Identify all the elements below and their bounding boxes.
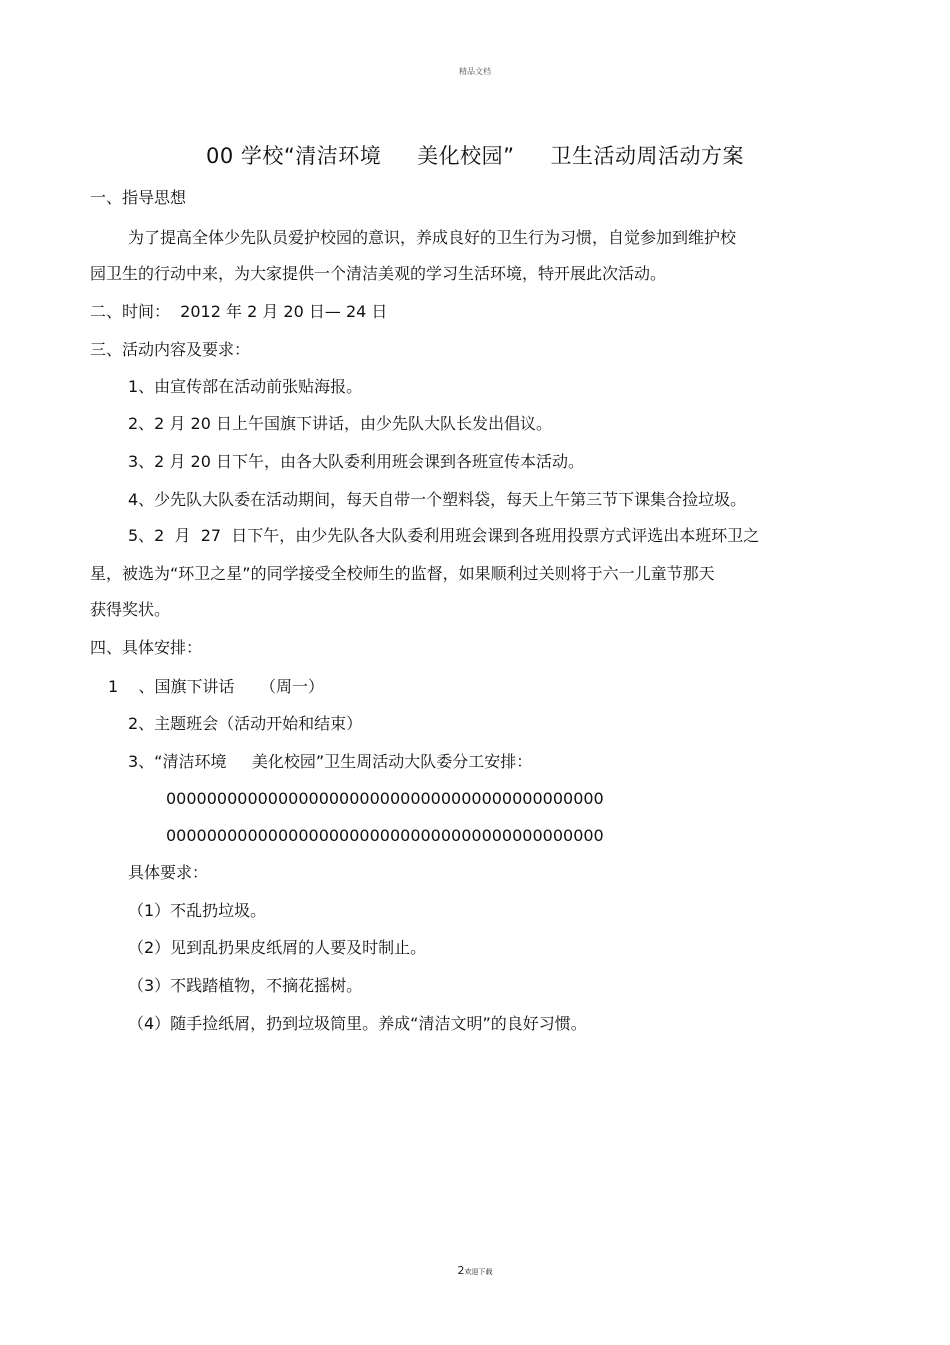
list-item: 2、2 月 20 日上午国旗下讲话，由少先队大队长发出倡议。 (128, 414, 552, 433)
placeholder-zeros: 0000000000000000000000000000000000000000000 (166, 826, 604, 845)
paragraph-line: 为了提高全体少先队员爱护校园的意识，养成良好的卫生行为习惯，自觉参加到维护校 (128, 228, 737, 247)
list-item: 3、2 月 20 日下午，由各大队委利用班会课到各班宣传本活动。 (128, 452, 584, 471)
requirement-item: （4）随手捡纸屑，扔到垃圾筒里。养成“清洁文明”的良好习惯。 (128, 1014, 587, 1033)
requirement-item: （3）不践踏植物，不摘花摇树。 (128, 976, 363, 995)
requirement-item: （2）见到乱扔果皮纸屑的人要及时制止。 (128, 938, 427, 957)
requirements-heading: 具体要求： (128, 863, 209, 882)
list-item: 5、2 月 27 日下午，由少先队各大队委利用班会课到各班用投票方式评选出本班环卫之 (128, 526, 760, 545)
section-heading: 二、时间： 2012 年 2 月 20 日— 24 日 (90, 302, 388, 321)
list-item: 2、主题班会（活动开始和结束） (128, 714, 363, 733)
paragraph-line: 园卫生的行动中来，为大家提供一个清洁美观的学习生活环境，特开展此次活动。 (90, 264, 667, 283)
footer-text: 欢迎下载 (464, 1268, 493, 1276)
document-title: 00 学校“清洁环境 美化校园” 卫生活动周活动方案 (206, 144, 744, 168)
list-item: 1 、国旗下讲话 （周一） (108, 677, 324, 696)
section-heading: 三、活动内容及要求： (90, 340, 251, 359)
page-number: 2 (457, 1264, 465, 1277)
placeholder-zeros: 0000000000000000000000000000000000000000000 (166, 789, 604, 808)
page-footer (0, 1259, 950, 1278)
section-heading: 一、指导思想 (90, 188, 187, 207)
list-item: 4、少先队大队委在活动期间，每天自带一个塑料袋，每天上午第三节下课集合捡垃圾。 (128, 490, 747, 509)
header-watermark: 精品文档 (459, 67, 491, 76)
paragraph-line: 获得奖状。 (90, 600, 171, 619)
paragraph-line: 星，被选为“环卫之星”的同学接受全校师生的监督，如果顺利过关则将于六一儿童节那天 (90, 564, 715, 583)
list-item: 3、“清洁环境 美化校园”卫生周活动大队委分工安排： (128, 752, 533, 771)
requirement-item: （1）不乱扔垃圾。 (128, 901, 267, 920)
section-heading: 四、具体安排： (90, 638, 203, 657)
list-item: 1、由宣传部在活动前张贴海报。 (128, 377, 363, 396)
